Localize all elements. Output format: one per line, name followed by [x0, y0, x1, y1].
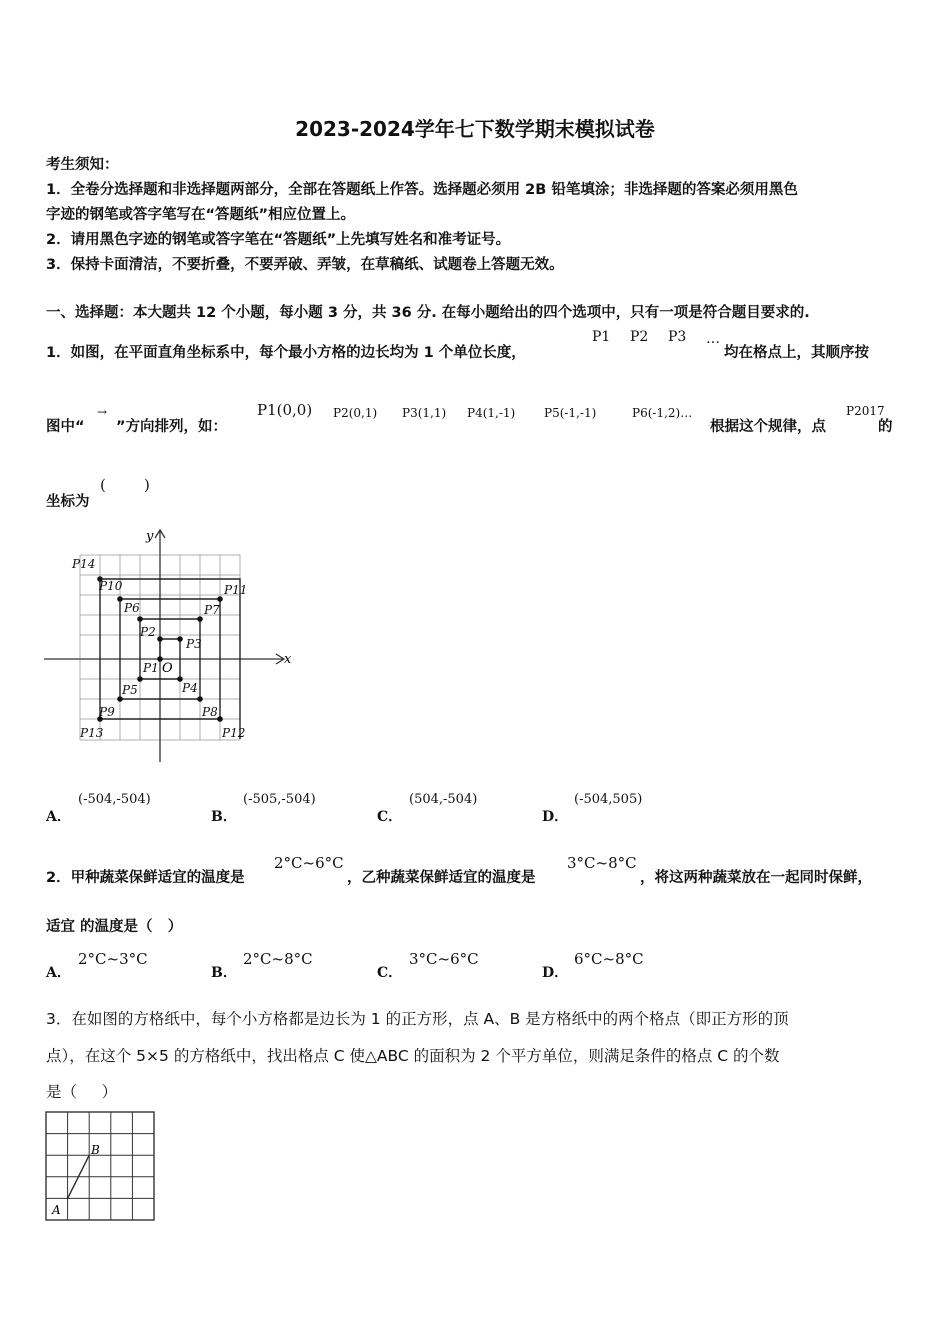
- label-p1: P1: [143, 661, 159, 675]
- page-title: 2023-2024学年七下数学期末模拟试卷: [295, 117, 655, 141]
- notice-heading: 考生须知：: [46, 157, 119, 173]
- label-p14: P14: [72, 557, 96, 571]
- q1-coordinate-figure: [44, 522, 304, 767]
- q1-option-d-label[interactable]: D．: [542, 809, 569, 825]
- q1-line2-start: 图中“: [46, 419, 85, 435]
- q3-line1: 3．在如图的方格纸中，每个小方格都是边长为 1 的正方形，点 A、B 是方格纸中的两个格点（即正方形的顶: [46, 1010, 789, 1028]
- q1-line2-tail: 的: [878, 419, 893, 435]
- point-a-label: A: [52, 1203, 61, 1217]
- q2-option-a-label[interactable]: A．: [46, 965, 71, 981]
- label-p6: P6: [124, 601, 140, 615]
- q2-range-2: 3°C~8°C: [567, 854, 637, 872]
- label-p10: P10: [99, 579, 123, 593]
- q1-seq-p2: P2: [630, 329, 649, 345]
- q1-seq-ellipsis: …: [706, 331, 720, 347]
- q1-arrow: →: [97, 405, 108, 419]
- q1-line1: 1．如图，在平面直角坐标系中，每个最小方格的边长均为 1 个单位长度，: [46, 345, 526, 361]
- q2-line1a: 2．甲种蔬菜保鲜适宜的温度是: [46, 870, 245, 886]
- q2-line1c: ，将这两种蔬菜放在一起同时保鲜，: [640, 870, 872, 886]
- label-p13: P13: [80, 726, 104, 740]
- q1-seq-p1: P1: [592, 329, 611, 345]
- q1-example-6: P6(-1,2)…: [632, 406, 693, 420]
- notice-item-1b: 字迹的钢笔或答字笔写在“答题纸”相应位置上。: [46, 207, 356, 223]
- q2-line1b: ，乙种蔬菜保鲜适宜的温度是: [347, 870, 536, 886]
- notice-item-2: 2．请用黑色字迹的钢笔或答字笔在“答题纸”上先填写姓名和准考证号。: [46, 232, 511, 248]
- q2-option-d-value[interactable]: 6°C~8°C: [574, 950, 644, 968]
- notice-item-3: 3．保持卡面清洁，不要折叠，不要弄破、弄皱，在草稿纸、试题卷上答题无效。: [46, 257, 564, 273]
- q1-target-point: P2017: [846, 404, 885, 418]
- q1-example-5: P5(-1,-1): [544, 406, 597, 420]
- q1-option-a-label[interactable]: A．: [46, 809, 71, 825]
- label-p7: P7: [204, 603, 220, 617]
- q1-option-d-value[interactable]: (-504,505): [574, 792, 643, 807]
- x-axis-label: x: [284, 652, 292, 667]
- y-axis-label: y: [146, 529, 154, 544]
- notice-item-1a: 1．全卷分选择题和非选择题两部分，全部在答题纸上作答。选择题必须用 2B 铅笔填涂；非选择题的答案必须用黑色: [46, 182, 798, 198]
- q2-option-b-label[interactable]: B．: [211, 965, 237, 981]
- q1-answer-paren: ( ): [100, 476, 150, 494]
- q2-option-c-value[interactable]: 3°C~6°C: [409, 950, 479, 968]
- section-heading: 一、选择题：本大题共 12 个小题，每小题 3 分，共 36 分. 在每小题给出的四个选项中，只有一项是符合题目要求的.: [46, 305, 810, 321]
- label-p5: P5: [122, 683, 138, 697]
- q1-example-4: P4(1,-1): [467, 406, 516, 420]
- q2-option-c-label[interactable]: C．: [377, 965, 403, 981]
- label-p4: P4: [182, 681, 198, 695]
- q1-option-a-value[interactable]: (-504,-504): [78, 792, 151, 807]
- q3-line2: 点），在这个 5×5 的方格纸中，找出格点 C 使△ABC 的面积为 2 个平方单位，则满足条件的格点 C 的个数: [46, 1047, 780, 1065]
- q2-option-d-label[interactable]: D．: [542, 965, 569, 981]
- label-p3: P3: [186, 637, 202, 651]
- q1-example-3: P3(1,1): [402, 406, 447, 420]
- q1-option-b-value[interactable]: (-505,-504): [243, 792, 316, 807]
- point-b-label: B: [91, 1143, 100, 1157]
- origin-label: O: [162, 661, 173, 676]
- q1-line2-mid: ”方向排列，如：: [116, 419, 228, 435]
- q2-option-a-value[interactable]: 2°C~3°C: [78, 950, 148, 968]
- label-p11: P11: [224, 583, 248, 597]
- q1-example-2: P2(0,1): [333, 406, 378, 420]
- q1-option-b-label[interactable]: B．: [211, 809, 237, 825]
- q1-example-1: P1(0,0): [257, 401, 313, 419]
- q1-line2-end: 根据这个规律，点: [710, 419, 826, 435]
- q3-grid-figure: [44, 1110, 158, 1224]
- label-p2: P2: [140, 625, 156, 639]
- q1-line3: 坐标为: [46, 494, 90, 510]
- q2-line2: 适宜 的温度是（ ）: [46, 919, 183, 935]
- label-p12: P12: [222, 726, 246, 740]
- label-p9: P9: [99, 705, 115, 719]
- q3-grid: [46, 1112, 154, 1220]
- q1-seq-p3: P3: [668, 329, 687, 345]
- q1-option-c-value[interactable]: (504,-504): [409, 792, 478, 807]
- q2-option-b-value[interactable]: 2°C~8°C: [243, 950, 313, 968]
- label-p8: P8: [202, 705, 218, 719]
- q1-option-c-label[interactable]: C．: [377, 809, 403, 825]
- q1-line1-end: 均在格点上，其顺序按: [724, 345, 869, 361]
- q3-line3: 是（ ）: [46, 1083, 118, 1101]
- q2-range-1: 2°C~6°C: [274, 854, 344, 872]
